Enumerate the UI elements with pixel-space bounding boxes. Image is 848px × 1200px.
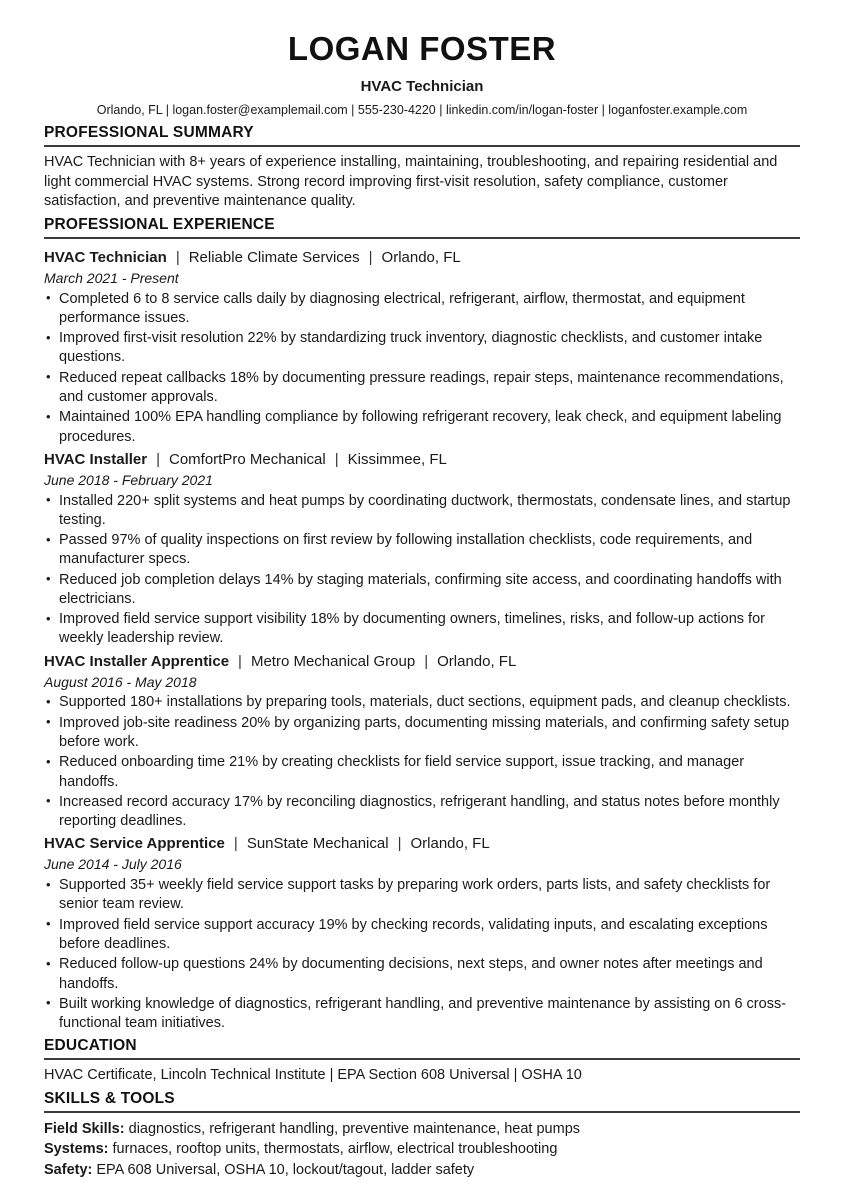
section-title-skills: SKILLS & TOOLS [44,1090,800,1113]
skill-line [44,1119,800,1140]
section-title-experience: PROFESSIONAL EXPERIENCE [44,216,800,239]
education-line: HVAC Certificate, Lincoln Technical Institute | EPA Section 608 Universal | OSHA 10 [44,1067,582,1084]
job-location: Orlando, FL [381,248,461,266]
job-entry [44,652,800,832]
separator-pipe: | [424,652,429,670]
skill-value: diagnostics, refrigerant handling, preventive maintenance, heat pumps [128,1120,581,1137]
job-dates: June 2018 - February 2021 [44,471,213,488]
separator-pipe: | [156,450,160,468]
job-company: Metro Mechanical Group [250,652,416,670]
skills-body [44,1113,800,1181]
separator-pipe: | [368,248,373,266]
experience-body [44,239,800,1033]
job-bullet: • Maintained 100% EPA handling compliance by following refrigerant recovery, leak check, and equipment labeling procedures. [44,408,800,447]
skill-line [44,1139,800,1160]
job-bullet-list [44,290,800,447]
job-title: HVAC Installer [44,450,148,468]
job-bullet: • Installed 220+ split systems and heat pumps by coordinating ductwork, thermostats, condensate lines, and startup testing. [44,492,800,531]
job-dates: June 2014 - July 2016 [44,856,182,873]
job-dates: March 2021 - Present [44,269,179,286]
summary-body [44,147,800,212]
separator-pipe: | [334,450,339,468]
job-bullet: • Reduced repeat callbacks 18% by documenting pressure readings, repair steps, maintenance recommendations, and customer approvals. [44,369,800,408]
skill-line [44,1160,800,1181]
section-title-education: EDUCATION [44,1037,800,1060]
job-company: ComfortPro Mechanical [169,450,326,468]
section-education [44,1037,800,1086]
job-bullet: • Improved first-visit resolution 22% by standardizing truck inventory, diagnostic checklists, and customer intake questions. [44,329,800,368]
education-body [44,1060,800,1086]
candidate-name: LOGAN FOSTER [287,30,557,67]
skill-label: Field Skills: [44,1120,125,1137]
job-bullet: • Built working knowledge of diagnostics, refrigerant handling, and preventive maintenance by assisting on 6 cross-functional team initiatives. [44,995,800,1034]
job-bullet: • Reduced job completion delays 14% by staging materials, confirming site access, and coordinating handoffs with electricians. [44,571,800,610]
separator-pipe: | [233,835,238,853]
job-bullet: • Supported 35+ weekly field service support tasks by preparing work orders, parts lists, and safety checklists for senior team review. [44,876,800,915]
section-title-summary: PROFESSIONAL SUMMARY [44,124,800,147]
job-bullet: • Passed 97% of quality inspections on first review by following installation checklists, code requirements, and manufacturer specs. [44,531,800,570]
job-heading [44,248,800,268]
job-entry [44,248,800,447]
skill-label: Systems: [44,1141,109,1158]
job-bullet-list [44,876,800,1033]
section-skills-tools [44,1090,800,1181]
job-dates: August 2016 - May 2018 [44,673,197,690]
job-bullet: • Reduced onboarding time 21% by creating checklists for field service support, issue tracking, and manager handoffs. [44,753,800,792]
job-bullet: • Improved field service support accuracy 19% by checking records, validating inputs, and escalating exceptions before deadlines. [44,916,800,955]
job-bullet: • Completed 6 to 8 service calls daily by diagnosing electrical, refrigerant, airflow, thermostat, and equipment performance issues. [44,290,800,329]
resume-header [44,30,800,118]
contact-line: Orlando, FL | logan.foster@examplemail.com | 555-230-4220 | linkedin.com/in/logan-foster | loganfoster.example.com [96,102,748,117]
job-bullet: • Increased record accuracy 17% by reconciling diagnostics, refrigerant handling, and status notes before monthly reporting deadlines. [44,793,800,832]
job-company: SunState Mechanical [246,835,389,853]
job-entry [44,450,800,649]
job-heading [44,652,800,672]
section-professional-experience [44,216,800,1033]
job-title: HVAC Installer Apprentice [44,652,230,670]
separator-pipe: | [175,248,180,266]
skill-value: EPA 608 Universal, OSHA 10, lockout/tagout, ladder safety [96,1162,475,1179]
candidate-headline: HVAC Technician [360,77,484,95]
skill-value: furnaces, rooftop units, thermostats, airflow, electrical troubleshooting [112,1141,558,1158]
job-bullet: • Reduced follow-up questions 24% by documenting decisions, next steps, and owner notes after meetings and handoffs. [44,955,800,994]
job-location: Orlando, FL [437,652,517,670]
job-heading [44,450,800,470]
separator-pipe: | [238,652,242,670]
job-title: HVAC Service Apprentice [44,835,225,853]
job-location: Orlando, FL [410,835,490,853]
job-title: HVAC Technician [44,248,167,266]
job-company: Reliable Climate Services [188,248,360,266]
section-professional-summary [44,124,800,212]
job-location: Kissimmee, FL [347,450,447,468]
job-bullet-list [44,693,800,831]
job-bullet: • Improved field service support visibility 18% by documenting owners, timelines, risks, and follow-up actions for weekly leadership review. [44,610,800,649]
job-bullet: • Improved job-site readiness 20% by organizing parts, documenting missing materials, and confirming safety setup before work. [44,714,800,753]
summary-text: HVAC Technician with 8+ years of experience installing, maintaining, troubleshooting, and repairing residential and light commercial HVAC systems. Strong record improving first-visit resolution, safety compliance, customer satisfaction, and preventive maintenance quality. [44,154,778,210]
skill-label: Safety: [44,1162,93,1179]
job-bullet-list [44,492,800,649]
job-heading [44,834,800,854]
job-bullet: • Supported 180+ installations by preparing tools, materials, duct sections, equipment pads, and cleanup checklists. [44,693,800,712]
job-entry [44,834,800,1033]
separator-pipe: | [397,835,402,853]
